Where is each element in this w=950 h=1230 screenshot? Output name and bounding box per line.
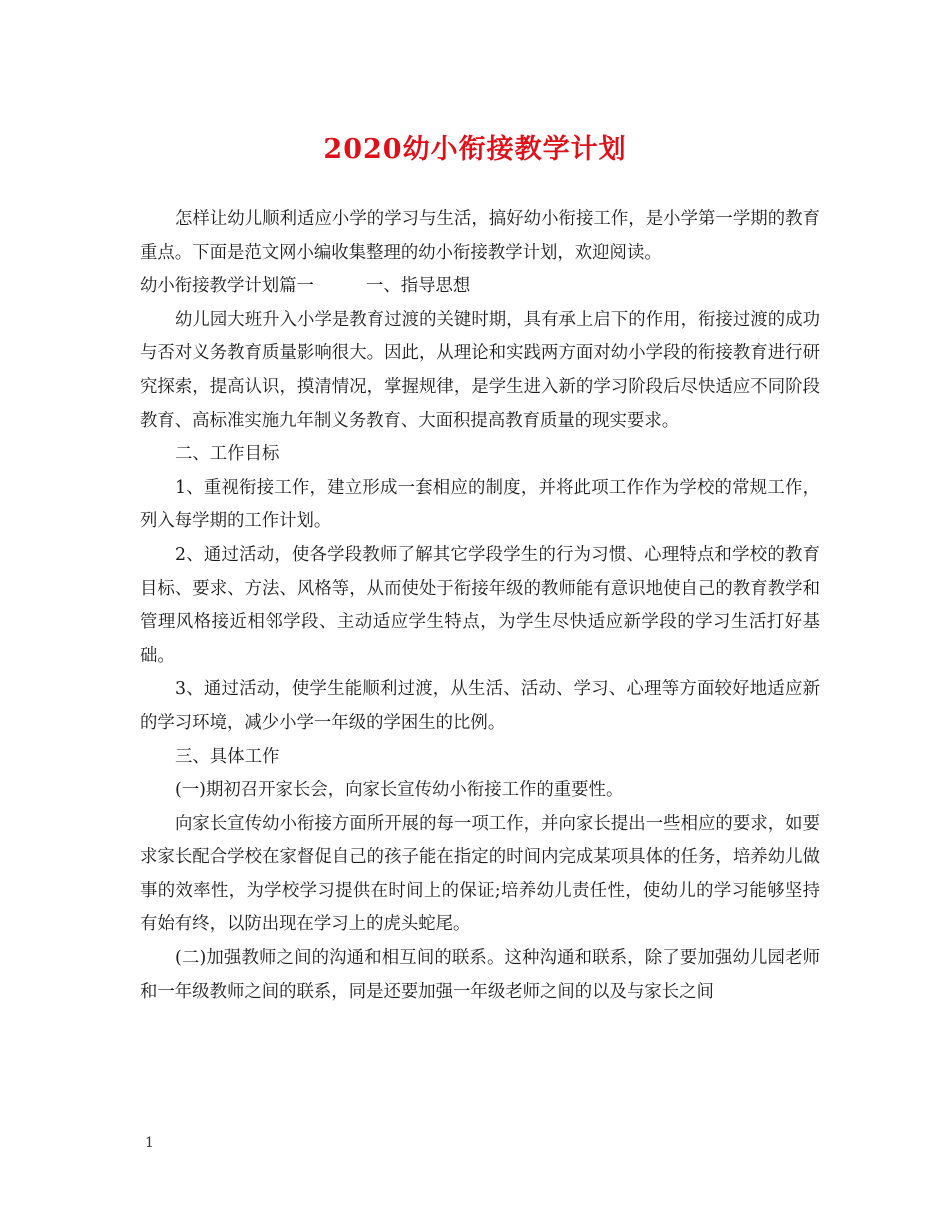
section-label: 幼小衔接教学计划篇一 (140, 276, 314, 297)
section-heading-line (140, 270, 820, 304)
paragraph-work-1-title: (一)期初召开家长会，向家长宣传幼小衔接工作的重要性。 (175, 780, 624, 801)
intro-paragraph: 怎样让幼儿顺利适应小学的学习与生活，搞好幼小衔接工作，是小学第一学期的教育重点。下面是范文网小编收集整理的幼小衔接教学计划，欢迎阅读。 (140, 209, 820, 263)
heading-specific-work: 三、具体工作 (175, 746, 280, 767)
paragraph-goal-2: 2、通过活动，使各学段教师了解其它学段学生的行为习惯、心理特点和学校的教育目标、要求、方法、风格等，从而使处于衔接年级的教师能有意识地使自己的教育教学和管理风格接近相邻学段、主动适应学生特点，为学生尽快适应新学段的学习生活打好基础。 (140, 544, 820, 666)
paragraph-work-2: (二)加强教师之间的沟通和相互间的联系。这种沟通和联系，除了要加强幼儿园老师和一年级教师之间的联系，同是还要加强一年级老师之间的以及与家长之间 (140, 948, 820, 1002)
heading-work-goals: 二、工作目标 (175, 444, 280, 465)
paragraph-work-1-body: 向家长宣传幼小衔接方面所开展的每一项工作，并向家长提出一些相应的要求，如要求家长配合学校在家督促自己的孩子能在指定的时间内完成某项具体的任务，培养幼儿做事的效率性，为学校学习提供在时间上的保证;培养幼儿责任性，使幼儿的学习能够坚持有始有终，以防出现在学习上的虎头蛇尾。 (140, 813, 820, 935)
section-heading: 一、指导思想 (365, 276, 471, 297)
paragraph-goal-3: 3、通过活动，使学生能顺利过渡，从生活、活动、学习、心理等方面较好地适应新的学习环境，减少小学一年级的学困生的比例。 (140, 679, 820, 733)
paragraph-guiding-thought: 幼儿园大班升入小学是教育过渡的关键时期，具有承上启下的作用，衔接过渡的成功与否对义务教育质量影响很大。因此，从理论和实践两方面对幼小学段的衔接教育进行研究探索，提高认识，摸清情况，掌握规律，是学生进入新的学习阶段后尽快适应不同阶段教育、高标准实施九年制义务教育、大面积提高教育质量的现实要求。 (140, 309, 820, 431)
document-body (140, 203, 820, 1009)
paragraph-goal-1: 1、重视衔接工作，建立形成一套相应的制度，并将此项工作作为学校的常规工作，列入每学期的工作计划。 (140, 477, 820, 532)
document-title: 2020幼小衔接教学计划 (323, 134, 627, 165)
page-number: 1 (145, 1135, 154, 1151)
